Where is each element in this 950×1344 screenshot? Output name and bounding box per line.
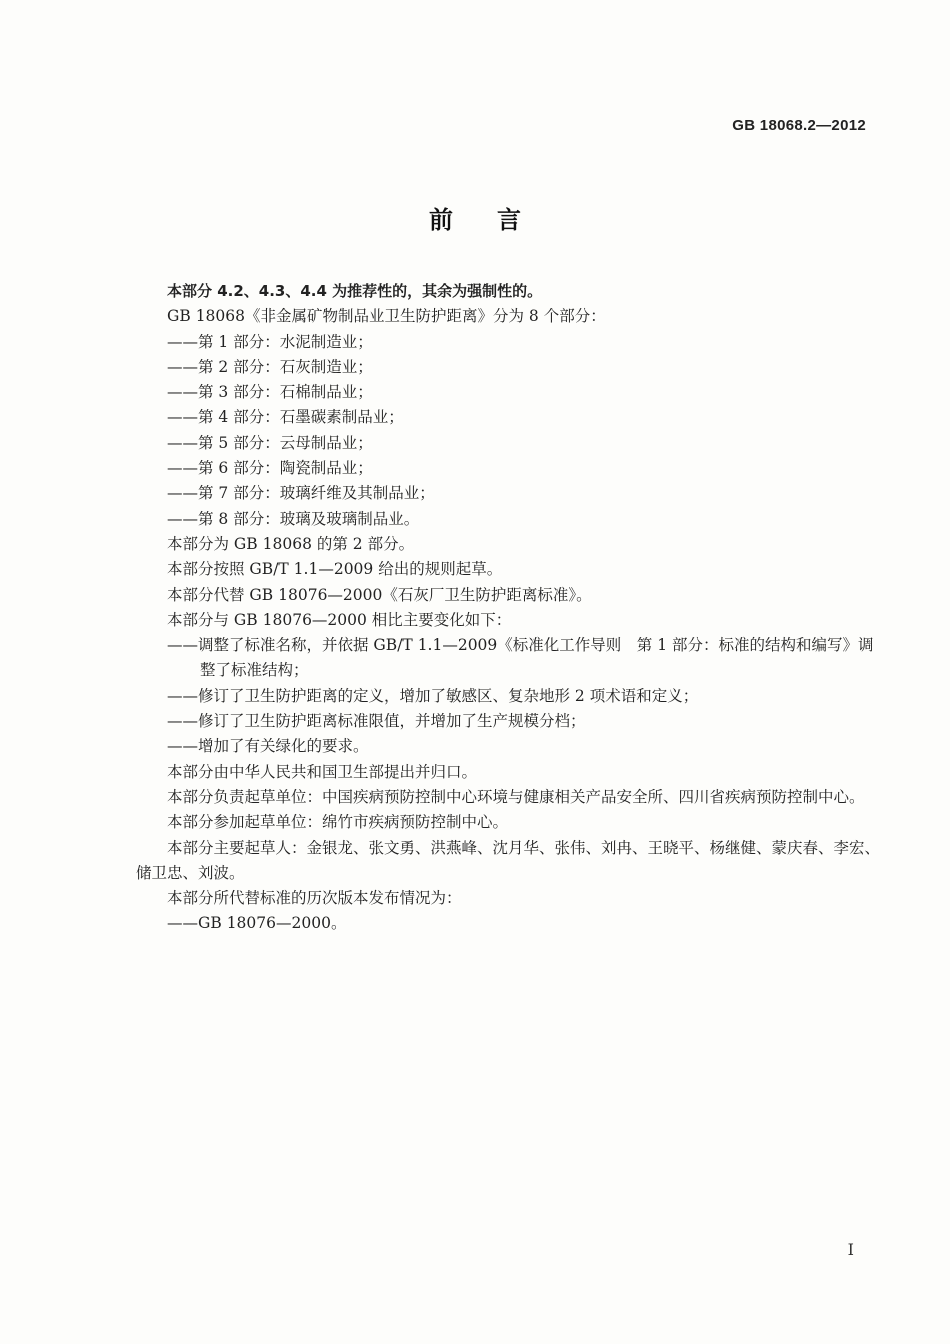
paragraph-replaces: 本部分代替 GB 18076—2000《石灰厂卫生防护距离标准》。 — [167, 585, 592, 604]
page-number: I — [847, 1240, 854, 1259]
parts-list — [136, 330, 888, 532]
list-item: ——第 1 部分：水泥制造业； — [167, 332, 373, 351]
list-item: ——第 4 部分：石墨碳素制品业； — [167, 408, 404, 427]
list-item: ——GB 18076—2000。 — [167, 914, 347, 933]
foreword-body — [136, 279, 888, 937]
changes-list — [136, 633, 888, 759]
list-item: ——第 8 部分：玻璃及玻璃制品业。 — [167, 509, 420, 528]
list-item: ——第 6 部分：陶瓷制品业； — [167, 459, 373, 478]
list-item: ——修订了卫生防护距离标准限值，并增加了生产规模分档； — [167, 712, 586, 731]
list-item: ——修订了卫生防护距离的定义，增加了敏感区、复杂地形 2 项术语和定义； — [167, 686, 699, 705]
paragraph-history-intro: 本部分所代替标准的历次版本发布情况为： — [167, 889, 462, 908]
paragraph-drafting-rules: 本部分按照 GB/T 1.1—2009 给出的规则起草。 — [167, 560, 503, 579]
paragraph-proposer: 本部分由中华人民共和国卫生部提出并归口。 — [167, 762, 478, 781]
paragraph-part-number: 本部分为 GB 18068 的第 2 部分。 — [167, 534, 415, 553]
list-item: ——增加了有关绿化的要求。 — [167, 737, 369, 756]
paragraph-drafters: 本部分主要起草人：金银龙、张文勇、洪燕峰、沈月华、张伟、刘冉、王晓平、杨继健、蒙庆春、李宏、储卫忠、刘波。 — [136, 838, 881, 882]
paragraph-changes-intro: 本部分与 GB 18076—2000 相比主要变化如下： — [167, 610, 512, 629]
page-title: 前言 — [429, 206, 565, 234]
standard-code: GB 18068.2—2012 — [732, 117, 866, 134]
list-item: ——第 3 部分：石棉制品业； — [167, 383, 373, 402]
paragraph-participating-unit: 本部分参加起草单位：绵竹市疾病预防控制中心。 — [167, 813, 509, 832]
history-list — [136, 911, 888, 936]
paragraph-recommended-clauses: 本部分 4.2、4.3、4.4 为推荐性的，其余为强制性的。 — [167, 282, 543, 300]
list-item: ——第 5 部分：云母制品业； — [167, 433, 373, 452]
list-item: ——调整了标准名称，并依据 GB/T 1.1—2009《标准化工作导则 第 1 部分：标准的结构和编写》调整了标准结构； — [167, 636, 874, 680]
paragraph-drafting-unit: 本部分负责起草单位：中国疾病预防控制中心环境与健康相关产品安全所、四川省疾病预防控制中心。 — [167, 787, 865, 806]
list-item: ——第 2 部分：石灰制造业； — [167, 357, 373, 376]
paragraph-series-intro: GB 18068《非金属矿物制品业卫生防护距离》分为 8 个部分： — [167, 307, 606, 326]
list-item: ——第 7 部分：玻璃纤维及其制品业； — [167, 484, 435, 503]
